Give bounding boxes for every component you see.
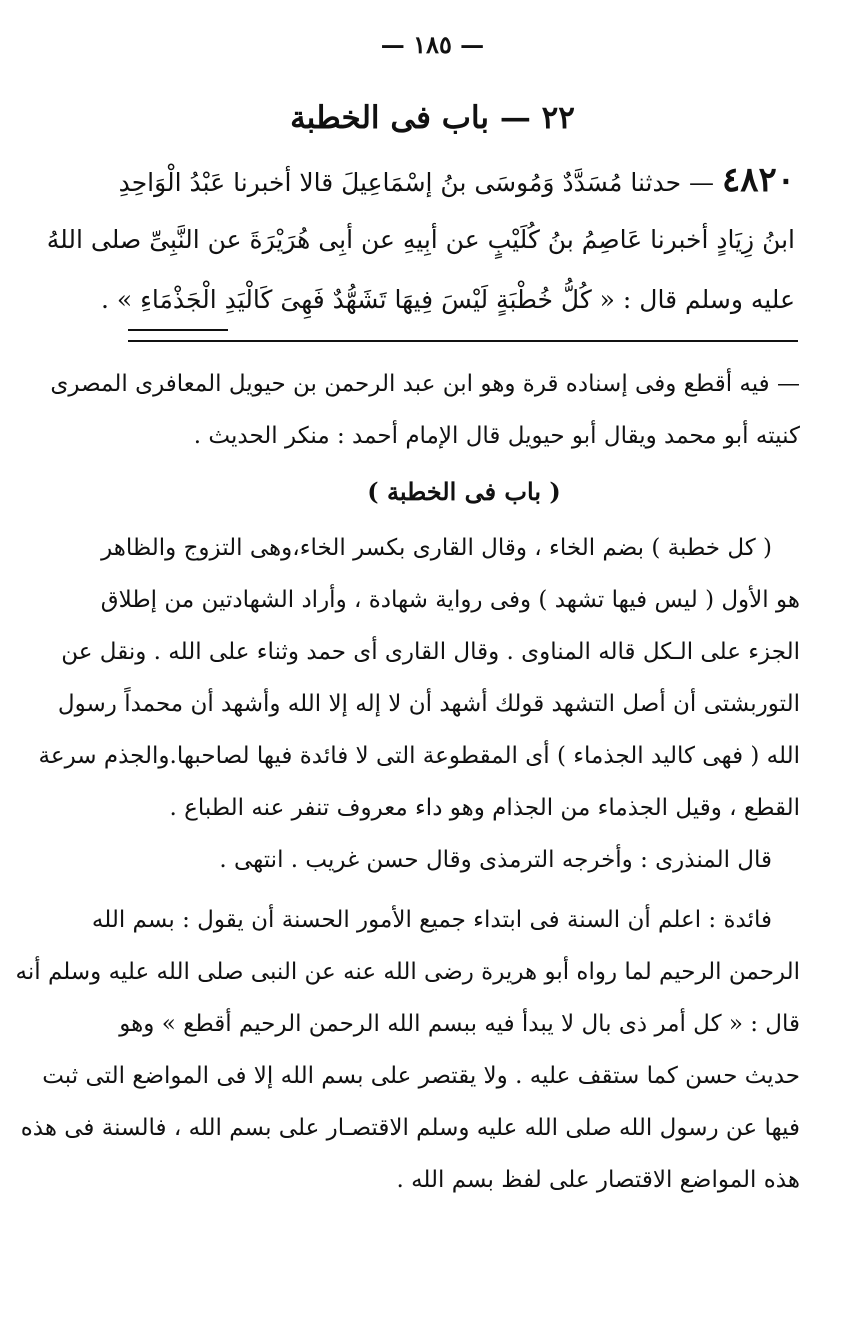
hadith-line-text: — حدثنا مُسَدَّدٌ وَمُوسَى بنُ إسْمَاعِيلَ قالا أخبرنا عَبْدُ الْوَاحِدِ [118,168,722,197]
commentary-line: ( كل خطبة ) بضم الخاء ، وقال القارى بكسر الخاء،وهى التزوج والظاهر [101,535,772,561]
mundhiri-note: قال المنذرى : وأخرجه الترمذى وقال حسن غريب . انتهى . [219,847,772,873]
commentary-line: التوربشتى أن أصل التشهد قولك أشهد أن لا إله إلا الله وأشهد أن محمداً رسول [57,691,800,717]
commentary-line: — فيه أقطع وفى إسناده قرة وهو ابن عبد الرحمن بن حيويل المعافرى المصرى [50,371,800,397]
commentary-line: الجزء على الـكل قاله المناوى . وقال القارى أى حمد وثناء على الله . ونقل عن [61,639,800,665]
hadith-number: ٤٨٢٠ [721,160,795,200]
faida-line: فيها عن رسول الله صلى الله عليه وسلم الاقتصـار على بسم الله ، فالسنة فى هذه [20,1115,800,1141]
commentary [15,358,800,1206]
paragraph-gap [128,886,800,894]
hadith-line: عليه وسلم قال : « كُلُّ خُطْبَةٍ لَيْسَ فِيهَا تَشَهُّدٌ فَهِىَ كَالْيَدِ الْجَذْمَاءِ » . [100,285,795,314]
faida-line: حديث حسن كما ستقف عليه . ولا يقتصر على بسم الله إلا فى المواضع التى ثبت [42,1063,800,1089]
commentary-line: كنيته أبو محمد ويقال أبو حيويل قال الإمام أحمد : منكر الحديث . [193,423,800,449]
faida-line: قال : « كل أمر ذى بال لا يبدأ فيه ببسم الله الرحمن الرحيم أقطع » وهو [119,1011,800,1037]
hadith-text [46,150,795,330]
commentary-line: الله ( فهى كاليد الجذماء ) أى المقطوعة التى لا فائدة فيها لصاحبها.والجذم سرعة [38,743,800,769]
footnote-divider [128,340,798,342]
faida-line: الرحمن الرحيم لما رواه أبو هريرة رضى الله عنه عن النبى صلى الله عليه وسلم أنه [15,959,800,985]
hadith-line [118,150,795,210]
faida-line: فائدة : اعلم أن السنة فى ابتداء جميع الأمور الحسنة أن يقول : بسم الله [91,907,772,933]
faida-line: هذه المواضع الاقتصار على لفظ بسم الله . [396,1167,800,1193]
page-number: — ١٨٥ — [380,30,485,59]
commentary-line: القطع ، وقيل الجذماء من الجذام وهو داء معروف تنفر عنه الطباع . [169,795,800,821]
footnote-divider-short [128,329,228,331]
hadith-line: ابنُ زِيَادٍ أخبرنا عَاصِمُ بنُ كُلَيْبٍ عن أبِيهِ عن أبِى هُرَيْرَةَ عن النَّبِىِّ صلى اللهُ [46,225,795,254]
chapter-title: ٢٢ — باب فى الخطبة [290,100,575,136]
commentary-line: هو الأول ( ليس فيها تشهد ) وفى رواية شهادة ، وأراد الشهادتين من إطلاق [100,587,800,613]
section-heading: ( باب فى الخطبة ) [367,477,561,506]
